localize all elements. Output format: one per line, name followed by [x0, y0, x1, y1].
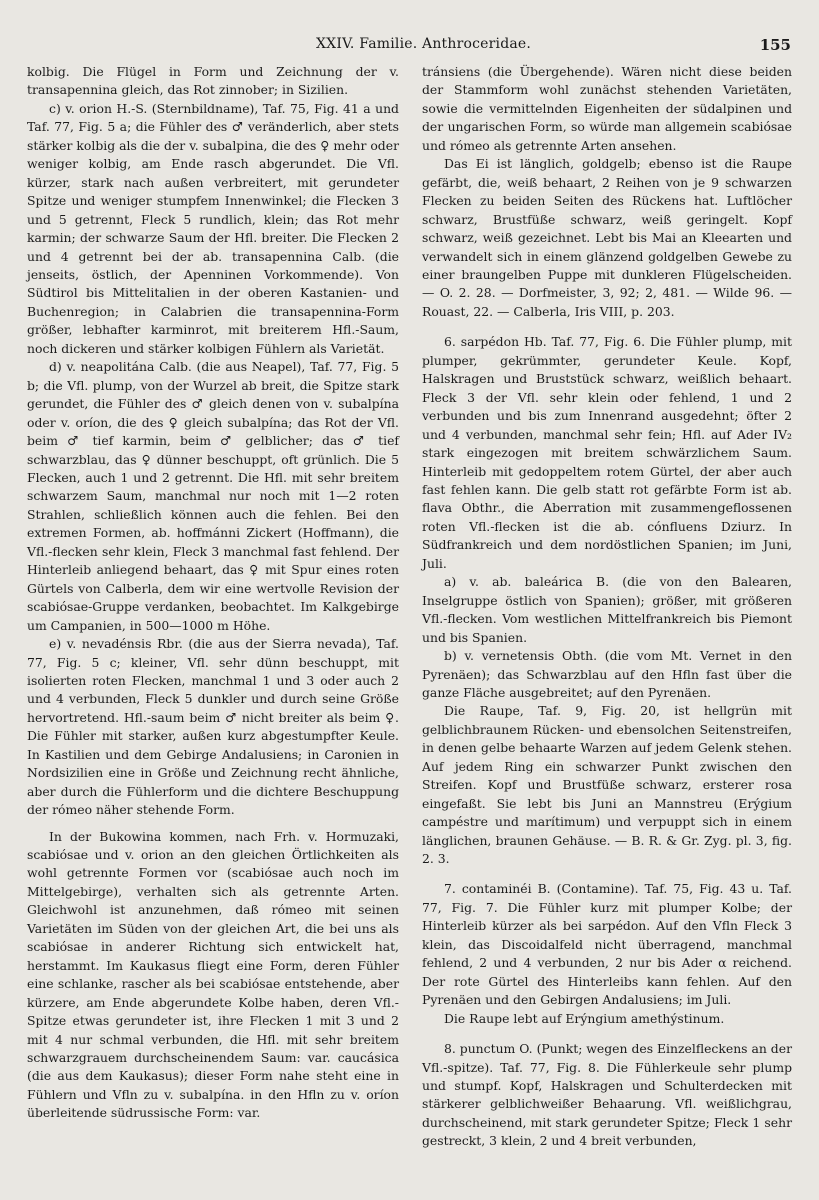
paragraph: d) v. neapolitána Calb. (die aus Neapel), Taf. 77, Fig. 5 b; die Vfl. plump, von der Wurzel ab breit, die Spitze stark gerundet, die Fühler des ♂ gleich denen von v. subalpína oder v. oríon, die des ♀ gleich subalpína; das Rot der Vfl. beim ♂ tief karmin, beim ♂ gelblicher; das ♂ tief schwarzblau, das ♀ dünner beschuppt, oft grünlich. Die 5 Flecken, auch 1 und 2 getrennt. Die Hfl. mit sehr breitem schwarzem Saum, manchmal nur noch mit 1—2 roten Strahlen, schließlich können auch die fehlen. Bei den extremen Formen, ab. hoffmánni Zickert (Hoffmann), die Vfl.-flecken sehr klein, Fleck 3 manchmal fast fehlend. Der Hinterleib anliegend behaart, das ♀ mit Spur eines roten Gürtels von Calberla, dem wir eine wertvolle Revision der scabiósae-Gruppe verdanken, beobachtet. Im Kalkgebirge um Campanien, in 500—1000 m Höhe.: [27, 359, 399, 633]
paragraph: c) v. orion H.-S. (Sternbildname), Taf. 75, Fig. 41 a und Taf. 77, Fig. 5 a; die Fühler des ♂ veränderlich, aber stets stärker kolbig als die der v. subalpina, die des ♀ mehr oder weniger kolbig, am Ende rasch abgerundet. Die Vfl. kürzer, stark nach außen verbreitert, mit gerundeter Spitze und weniger stumpfem Innenwinkel; die Flecken 3 und 5 getrennt, Fleck 5 rundlich, klein; das Rot mehr karmin; der schwarze Saum der Hfl. breiter. Die Flecken 2 und 4 getrennt bei der ab. transapennina Calb. (die jenseits, östlich, der Apenninen Vorkommende). Von Südtirol bis Mittelitalien in der oberen Kastanien- und Buchenregion; in Calabrien die transapennina-Form größer, lebhafter karminrot, mit breiterem Hfl.-Saum, noch dickeren und stärker kolbigen Fühlern als Varietät.: [27, 100, 399, 356]
page-header: [0, 36, 819, 58]
species-entry-contaminei: 7. contaminéi B. (Contamine). Taf. 75, Fig. 43 u. Taf. 77, Fig. 7. Die Fühler kurz mit plumper Kolbe; der Hinterleib kürzer als bei sarpédon. Auf den Vfln Fleck 3 klein, das Discoidalfeld nicht überragend, manchmal fehlend, 2 und 4 verbunden, 2 nur bis Ader α reichend. Der rote Gürtel des Hinterleibs kann fehlen. Auf den Pyrenäen und den Gebirgen Andalusiens; im Juli.: [422, 881, 792, 1008]
paragraph: a) v. ab. baleárica B. (die von den Balearen, Inselgruppe östlich von Spanien); größer, mit größeren Vfl.-flecken. Vom westlichen Mittelfrankreich bis Piemont und bis Spanien.: [422, 574, 792, 645]
paragraph: b) v. vernetensis Obth. (die vom Mt. Vernet in den Pyrenäen); das Schwarzblau auf den Hfln fast über die ganze Fläche ausgebreitet; auf den Pyrenäen.: [422, 648, 792, 700]
left-column: [27, 63, 399, 1123]
paragraph: e) v. nevadénsis Rbr. (die aus der Sierra nevada), Taf. 77, Fig. 5 c; kleiner, Vfl. sehr dünn beschuppt, mit isolierten roten Flecken, manchmal 1 und 3 oder auch 2 und 4 verbunden, Fleck 5 dunkler und durch seine Größe hervortretend. Hfl.-saum beim ♂ nicht breiter als beim ♀. Die Fühler mit starker, außen kurz abgestumpfter Keule. In Kastilien und dem Gebirge Andalusiens; in Caronien in Nordsizilien eine in Größe und Zeichnung recht ähnliche, aber durch die Fühlerform und die dichtere Beschuppung der rómeo näher stehende Form.: [27, 636, 399, 818]
page-number: 155: [759, 36, 791, 54]
running-title: XXIV. Familie. Anthroceridae.: [316, 36, 532, 52]
paragraph: Die Raupe lebt auf Erýngium amethýstinum.: [444, 1010, 725, 1026]
species-entry-sarpedon: 6. sarpédon Hb. Taf. 77, Fig. 6. Die Fühler plump, mit plumper, gekrümmter, gerundeter Keule. Kopf, Halskragen und Bruststück schwarz, weißlich behaart. Fleck 3 der Vfl. sehr klein oder fehlend, 1 und 2 verbunden und bis zum Innenrand ausgedehnt; öfter 2 und 4 verbunden, manchmal sehr fein; Hfl. auf Ader IV₂ stark eingezogen mit breitem schwärzlichem Saum. Hinterleib mit gedoppeltem rotem Gürtel, der aber auch fast fehlen kann. Die gelb statt rot gefärbte Form ist ab. flava Obthr., die Aberration mit zusammengeflossenen roten Vfl.-flecken ist die ab. cónfluens Dziurz. In Südfrankreich und dem nordöstlichen Spanien; im Juni, Juli.: [422, 334, 792, 571]
right-column: [422, 63, 792, 1151]
species-entry-punctum: 8. punctum O. (Punkt; wegen des Einzelfleckens an der Vfl.-spitze). Taf. 77, Fig. 8. Die Fühlerkeule sehr plump und stumpf. Kopf, Halskragen und Schulterdecken mit stärkerer gelblichweißer Behaarung. Vfl. weißlichgrau, durchscheinend, mit stark gerundeter Spitze; Fleck 1 sehr gestreckt, 3 klein, 2 und 4 breit verbunden,: [422, 1041, 792, 1149]
paragraph: Das Ei ist länglich, goldgelb; ebenso ist die Raupe gefärbt, die, weiß behaart, 2 Reihen von je 9 schwarzen Flecken zu beiden Seiten des Rückens hat. Luftlöcher schwarz, Brustfüße schwarz, weiß geringelt. Kopf schwarz, weiß gezeichnet. Lebt bis Mai an Kleearten und verwandelt sich in einem glänzend goldgelben Gewebe zu einer braungelben Puppe mit dunkleren Flügelscheiden. — O. 2. 28. — Dorfmeister, 3, 92; 2, 481. — Wilde 96. — Rouast, 22. — Calberla, Iris VIII, p. 203.: [422, 156, 792, 319]
paragraph: tránsiens (die Übergehende). Wären nicht diese beiden der Stammform wohl zunächst stehenden Varietäten, sowie die vermittelnden Eigenheiten der südalpinen und der ungarischen Form, so würde man allgemein scabiósae und rómeo als getrennte Arten ansehen.: [422, 64, 792, 153]
paragraph: In der Bukowina kommen, nach Frh. v. Hormuzaki, scabiósae und v. orion an den gleichen Örtlichkeiten als wohl getrennte Formen vor (scabiósae auch noch im Mittelgebirge), verhalten sich als getrennte Arten. Gleichwohl ist anzunehmen, daß rómeo mit seinen Varietäten im Süden von der gleichen Art, die bei uns als scabiósae in anderer Richtung sich entwickelt hat, herstammt. Im Kaukasus fliegt eine Form, deren Fühler eine schlanke, rascher als bei scabiósae entstehende, aber kürzere, am Ende abgerundete Kolbe haben, deren Vfl.-Spitze etwas gerundeter ist, ihre Flecken 1 mit 3 und 2 mit 4 nur schmal verbunden, die Hfl. mit sehr breitem schwarzgrauem durchscheinendem Saum: var. caucásica (die aus dem Kaukasus); dieser Form nahe steht eine in Fühlern und Vfln zu v. subalpína. in den Hfln zu v. oríon überleitende südrussische Form: var.: [27, 828, 399, 1121]
paragraph: Die Raupe, Taf. 9, Fig. 20, ist hellgrün mit gelblichbraunem Rücken- und ebensolchen Seitenstreifen, in denen gelbe behaarte Warzen auf jedem Gelenk stehen. Auf jedem Ring ein schwarzer Punkt zwischen den Streifen. Kopf und Brustfüße schwarz, ersterer rosa eingefaßt. Sie lebt bis Juni an Mannstreu (Erýgium campéstre und marítimum) und verpuppt sich in einem länglichen, braunen Gehäuse. — B. R. & Gr. Zyg. pl. 3, fig. 2. 3.: [422, 703, 792, 867]
paragraph: kolbig. Die Flügel in Form und Zeichnung der v. transapennina gleich, das Rot zinnober; in Sizilien.: [27, 64, 399, 98]
